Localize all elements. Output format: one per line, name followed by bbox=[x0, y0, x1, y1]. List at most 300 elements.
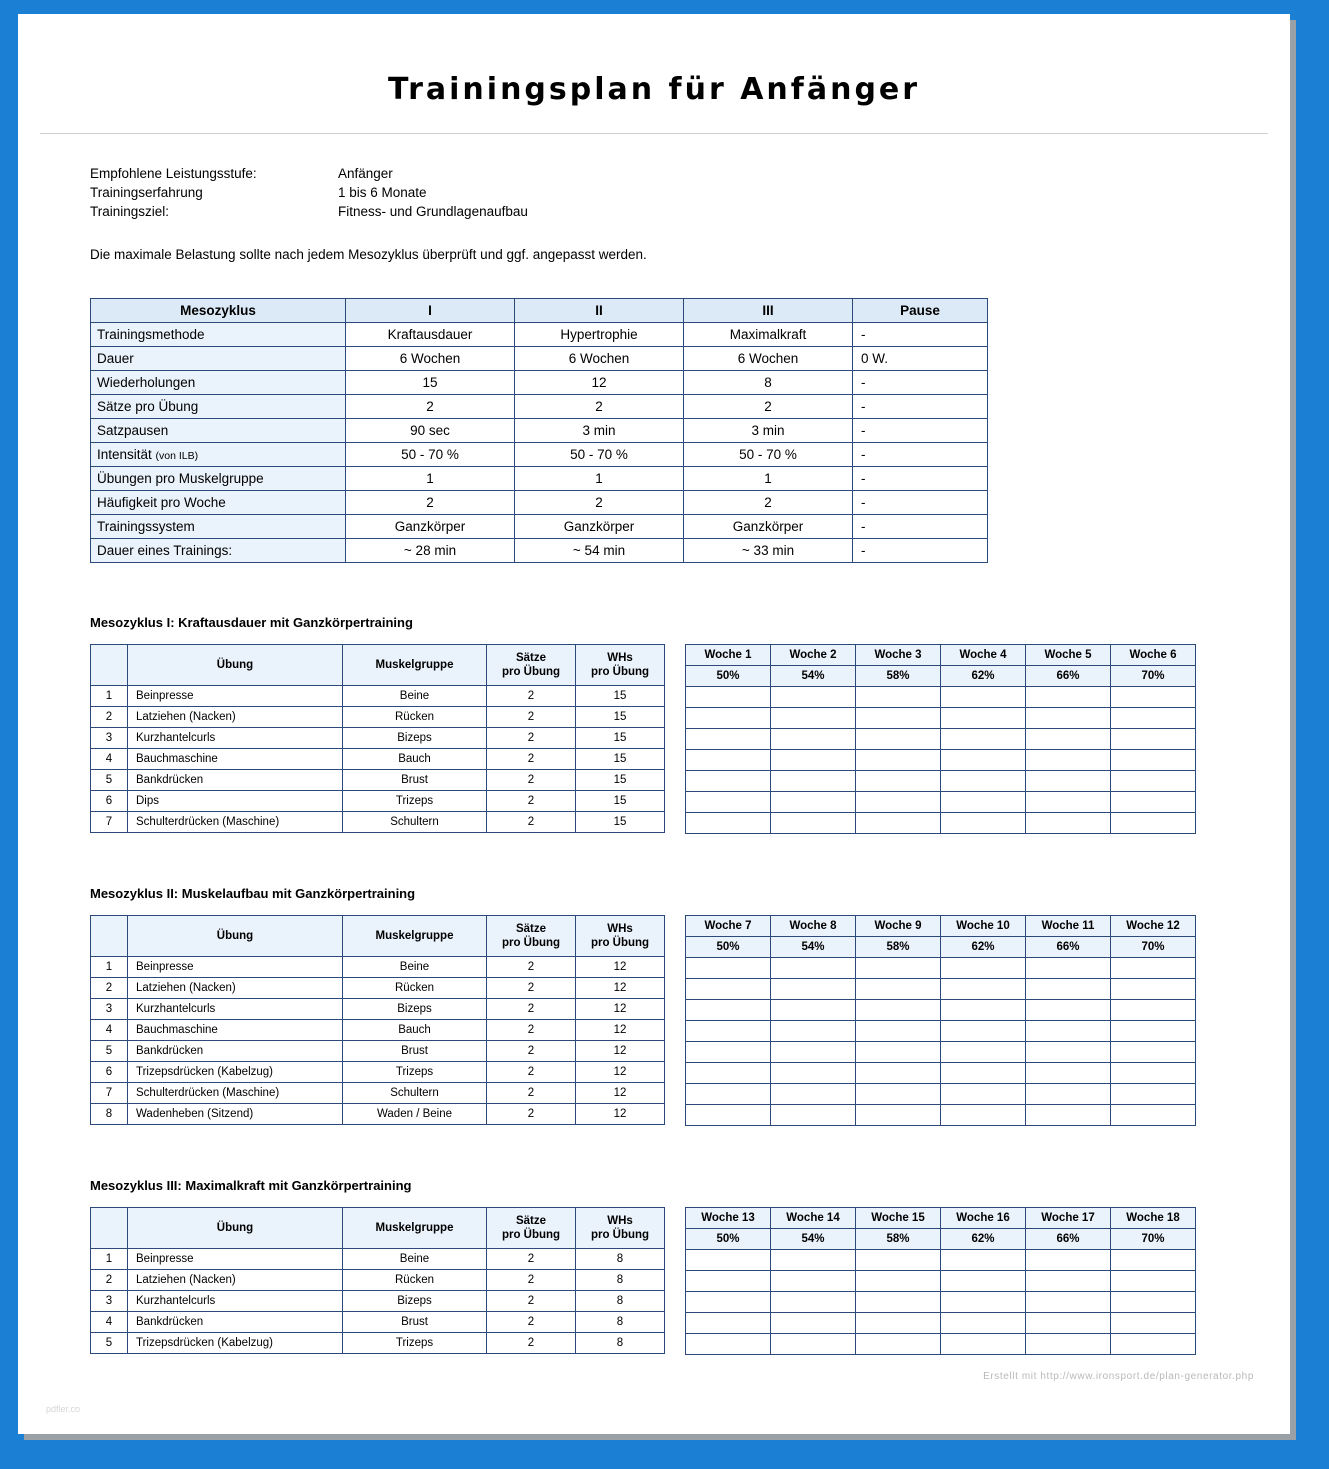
cell-number: 2 bbox=[91, 978, 128, 999]
cell-week-entry[interactable] bbox=[771, 1000, 856, 1021]
cell-week-entry[interactable] bbox=[941, 1000, 1026, 1021]
cell-week-entry[interactable] bbox=[1111, 1084, 1196, 1105]
cell-week-entry[interactable] bbox=[1026, 1063, 1111, 1084]
cell-intensity-percent: 66% bbox=[1026, 1229, 1111, 1250]
cell-week-entry[interactable] bbox=[856, 729, 941, 750]
cell-week-entry[interactable] bbox=[771, 792, 856, 813]
col-header-week: Woche 6 bbox=[1111, 645, 1196, 666]
cell-week-entry[interactable] bbox=[1111, 1021, 1196, 1042]
cell-week-entry[interactable] bbox=[1111, 1000, 1196, 1021]
row-label: Dauer bbox=[91, 347, 346, 371]
cell-intensity-percent: 58% bbox=[856, 666, 941, 687]
cell-week-entry[interactable] bbox=[686, 750, 771, 771]
col-header-sets: Sätze pro Übung bbox=[487, 645, 576, 686]
cell-number: 2 bbox=[91, 1270, 128, 1291]
cell-week-entry[interactable] bbox=[941, 1084, 1026, 1105]
col-header-week: Woche 5 bbox=[1026, 645, 1111, 666]
cell-week-entry[interactable] bbox=[1111, 687, 1196, 708]
cell-week-entry[interactable] bbox=[856, 1042, 941, 1063]
weeks-entry-row bbox=[686, 1063, 1196, 1084]
cell-pause: 0 W. bbox=[853, 347, 988, 371]
table-row bbox=[91, 791, 665, 812]
cell-reps: 15 bbox=[576, 812, 665, 833]
col-header-reps: WHs pro Übung bbox=[576, 645, 665, 686]
cell-week-entry[interactable] bbox=[1026, 750, 1111, 771]
cell-sets: 2 bbox=[487, 749, 576, 770]
cell-reps: 15 bbox=[576, 749, 665, 770]
col-header-muscle: Muskelgruppe bbox=[343, 916, 487, 957]
weeks-entry-row bbox=[686, 1250, 1196, 1271]
cell-intensity-percent: 62% bbox=[941, 1229, 1026, 1250]
cell-reps: 15 bbox=[576, 728, 665, 749]
table-row bbox=[91, 395, 988, 419]
cell-muscle-group: Bizeps bbox=[343, 728, 487, 749]
mesocycle-block bbox=[90, 1207, 1290, 1355]
cell-week-entry[interactable] bbox=[771, 813, 856, 834]
cell-week-entry[interactable] bbox=[941, 1292, 1026, 1313]
cell-week-entry[interactable] bbox=[941, 979, 1026, 1000]
cell-week-entry[interactable] bbox=[771, 750, 856, 771]
cell-intensity-percent: 54% bbox=[771, 666, 856, 687]
cell-week-entry[interactable] bbox=[686, 1021, 771, 1042]
cell-sets: 2 bbox=[487, 770, 576, 791]
cell-value: 2 bbox=[684, 491, 853, 515]
cell-intensity-percent: 54% bbox=[771, 1229, 856, 1250]
weeks-entry-row bbox=[686, 1021, 1196, 1042]
cell-week-entry[interactable] bbox=[686, 1042, 771, 1063]
table-row bbox=[91, 749, 665, 770]
cell-week-entry[interactable] bbox=[1111, 1250, 1196, 1271]
watermark: pdfler.co bbox=[46, 1404, 81, 1414]
cell-sets: 2 bbox=[487, 1020, 576, 1041]
cell-week-entry[interactable] bbox=[1026, 1313, 1111, 1334]
cell-week-entry[interactable] bbox=[771, 1250, 856, 1271]
cell-exercise-name: Wadenheben (Sitzend) bbox=[128, 1104, 343, 1125]
cell-week-entry[interactable] bbox=[1026, 1292, 1111, 1313]
cell-reps: 8 bbox=[576, 1291, 665, 1312]
cell-muscle-group: Rücken bbox=[343, 978, 487, 999]
meta-row bbox=[90, 204, 1290, 219]
row-label: Übungen pro Muskelgruppe bbox=[91, 467, 346, 491]
col-header-week: Woche 13 bbox=[686, 1208, 771, 1229]
mesocycle-block bbox=[90, 915, 1290, 1126]
cell-week-entry[interactable] bbox=[856, 1292, 941, 1313]
cell-muscle-group: Waden / Beine bbox=[343, 1104, 487, 1125]
cell-muscle-group: Brust bbox=[343, 770, 487, 791]
cell-muscle-group: Rücken bbox=[343, 707, 487, 728]
weeks-header-row bbox=[686, 645, 1196, 666]
cell-week-entry[interactable] bbox=[771, 1021, 856, 1042]
cell-week-entry[interactable] bbox=[686, 1250, 771, 1271]
cell-week-entry[interactable] bbox=[1026, 708, 1111, 729]
table-row bbox=[91, 1312, 665, 1333]
cell-exercise-name: Latziehen (Nacken) bbox=[128, 978, 343, 999]
col-header-week: Woche 15 bbox=[856, 1208, 941, 1229]
table-row bbox=[91, 1291, 665, 1312]
cell-week-entry[interactable] bbox=[1111, 771, 1196, 792]
cell-week-entry[interactable] bbox=[1026, 687, 1111, 708]
title-divider bbox=[40, 133, 1268, 134]
weeks-entry-row bbox=[686, 1313, 1196, 1334]
cell-week-entry[interactable] bbox=[941, 1021, 1026, 1042]
cell-value: 2 bbox=[684, 395, 853, 419]
col-header-week: Woche 16 bbox=[941, 1208, 1026, 1229]
cell-week-entry[interactable] bbox=[856, 1021, 941, 1042]
cell-week-entry[interactable] bbox=[771, 771, 856, 792]
cell-week-entry[interactable] bbox=[1026, 1334, 1111, 1355]
cell-pause: - bbox=[853, 467, 988, 491]
cell-reps: 12 bbox=[576, 978, 665, 999]
cell-exercise-name: Dips bbox=[128, 791, 343, 812]
table-row bbox=[91, 323, 988, 347]
cell-value: 50 - 70 % bbox=[515, 443, 684, 467]
cell-week-entry[interactable] bbox=[686, 1334, 771, 1355]
cell-number: 6 bbox=[91, 791, 128, 812]
table-row bbox=[91, 1104, 665, 1125]
cell-week-entry[interactable] bbox=[686, 1292, 771, 1313]
cell-week-entry[interactable] bbox=[1026, 1250, 1111, 1271]
cell-intensity-percent: 50% bbox=[686, 1229, 771, 1250]
row-label: Dauer eines Trainings: bbox=[91, 539, 346, 563]
table-row bbox=[91, 1041, 665, 1062]
cell-reps: 12 bbox=[576, 1083, 665, 1104]
cell-exercise-name: Bauchmaschine bbox=[128, 1020, 343, 1041]
cell-week-entry[interactable] bbox=[1111, 708, 1196, 729]
cell-week-entry[interactable] bbox=[856, 792, 941, 813]
table-row bbox=[91, 957, 665, 978]
table-row bbox=[91, 1333, 665, 1354]
cell-value: 50 - 70 % bbox=[346, 443, 515, 467]
cell-week-entry[interactable] bbox=[1026, 979, 1111, 1000]
cell-exercise-name: Bankdrücken bbox=[128, 1041, 343, 1062]
cell-week-entry[interactable] bbox=[686, 1000, 771, 1021]
weeks-percent-row bbox=[686, 1229, 1196, 1250]
col-header-sets: Sätze pro Übung bbox=[487, 916, 576, 957]
cell-pause: - bbox=[853, 371, 988, 395]
cell-week-entry[interactable] bbox=[686, 771, 771, 792]
cell-week-entry[interactable] bbox=[941, 687, 1026, 708]
table-header-row bbox=[91, 299, 988, 323]
cell-intensity-percent: 62% bbox=[941, 937, 1026, 958]
cell-muscle-group: Bauch bbox=[343, 1020, 487, 1041]
cell-value: 1 bbox=[684, 467, 853, 491]
cell-week-entry[interactable] bbox=[1026, 1042, 1111, 1063]
cell-week-entry[interactable] bbox=[686, 1313, 771, 1334]
cell-sets: 2 bbox=[487, 791, 576, 812]
cell-week-entry[interactable] bbox=[771, 1334, 856, 1355]
col-header-i: I bbox=[346, 299, 515, 323]
col-header-week: Woche 12 bbox=[1111, 916, 1196, 937]
cell-number: 7 bbox=[91, 812, 128, 833]
table-row bbox=[91, 707, 665, 728]
cell-week-entry[interactable] bbox=[1111, 1292, 1196, 1313]
cell-exercise-name: Kurzhantelcurls bbox=[128, 999, 343, 1020]
cell-week-entry[interactable] bbox=[771, 1042, 856, 1063]
cell-week-entry[interactable] bbox=[1111, 792, 1196, 813]
cell-week-entry[interactable] bbox=[1026, 813, 1111, 834]
cell-week-entry[interactable] bbox=[1026, 1000, 1111, 1021]
cell-week-entry[interactable] bbox=[1111, 958, 1196, 979]
meta-value: Anfänger bbox=[338, 166, 393, 181]
col-header-week: Woche 1 bbox=[686, 645, 771, 666]
cell-week-entry[interactable] bbox=[686, 1084, 771, 1105]
cell-number: 5 bbox=[91, 1333, 128, 1354]
cell-week-entry[interactable] bbox=[941, 1063, 1026, 1084]
cell-sets: 2 bbox=[487, 707, 576, 728]
cell-week-entry[interactable] bbox=[856, 958, 941, 979]
cell-sets: 2 bbox=[487, 978, 576, 999]
cell-week-entry[interactable] bbox=[1111, 1334, 1196, 1355]
cell-week-entry[interactable] bbox=[771, 1063, 856, 1084]
cell-value: 2 bbox=[346, 491, 515, 515]
cell-week-entry[interactable] bbox=[1026, 792, 1111, 813]
cell-week-entry[interactable] bbox=[771, 708, 856, 729]
cell-number: 1 bbox=[91, 686, 128, 707]
col-header-week: Woche 8 bbox=[771, 916, 856, 937]
cell-week-entry[interactable] bbox=[941, 1313, 1026, 1334]
cell-muscle-group: Brust bbox=[343, 1041, 487, 1062]
cell-week-entry[interactable] bbox=[941, 750, 1026, 771]
cell-value: ~ 54 min bbox=[515, 539, 684, 563]
cell-value: ~ 33 min bbox=[684, 539, 853, 563]
row-label: Trainingssystem bbox=[91, 515, 346, 539]
cell-week-entry[interactable] bbox=[856, 1334, 941, 1355]
cell-week-entry[interactable] bbox=[686, 1271, 771, 1292]
cell-week-entry[interactable] bbox=[856, 687, 941, 708]
cell-reps: 12 bbox=[576, 1062, 665, 1083]
cell-week-entry[interactable] bbox=[686, 687, 771, 708]
cell-week-entry[interactable] bbox=[1111, 1313, 1196, 1334]
cell-reps: 8 bbox=[576, 1312, 665, 1333]
table-header-row bbox=[91, 916, 665, 957]
cell-week-entry[interactable] bbox=[941, 792, 1026, 813]
weeks-entry-row bbox=[686, 792, 1196, 813]
cell-week-entry[interactable] bbox=[1026, 1084, 1111, 1105]
cell-number: 1 bbox=[91, 957, 128, 978]
cell-week-entry[interactable] bbox=[771, 979, 856, 1000]
cell-week-entry[interactable] bbox=[941, 1250, 1026, 1271]
cell-exercise-name: Bankdrücken bbox=[128, 770, 343, 791]
cell-exercise-name: Latziehen (Nacken) bbox=[128, 1270, 343, 1291]
cell-value: Hypertrophie bbox=[515, 323, 684, 347]
cell-week-entry[interactable] bbox=[686, 958, 771, 979]
cell-week-entry[interactable] bbox=[1111, 1063, 1196, 1084]
col-header-exercise: Übung bbox=[128, 645, 343, 686]
cell-exercise-name: Kurzhantelcurls bbox=[128, 728, 343, 749]
cell-muscle-group: Trizeps bbox=[343, 1333, 487, 1354]
cell-muscle-group: Bizeps bbox=[343, 999, 487, 1020]
cell-week-entry[interactable] bbox=[771, 729, 856, 750]
col-header-pause: Pause bbox=[853, 299, 988, 323]
cell-week-entry[interactable] bbox=[771, 1292, 856, 1313]
cell-week-entry[interactable] bbox=[1111, 1271, 1196, 1292]
cell-week-entry[interactable] bbox=[856, 1084, 941, 1105]
cell-week-entry[interactable] bbox=[856, 750, 941, 771]
table-row bbox=[91, 347, 988, 371]
cell-muscle-group: Bauch bbox=[343, 749, 487, 770]
cell-sets: 2 bbox=[487, 728, 576, 749]
weeks-table bbox=[685, 1207, 1196, 1355]
cell-week-entry[interactable] bbox=[686, 1063, 771, 1084]
weeks-entry-row bbox=[686, 1000, 1196, 1021]
table-row bbox=[91, 812, 665, 833]
col-header-reps: WHs pro Übung bbox=[576, 1208, 665, 1249]
cell-week-entry[interactable] bbox=[1111, 979, 1196, 1000]
weeks-entry-row bbox=[686, 1292, 1196, 1313]
col-header-week: Woche 7 bbox=[686, 916, 771, 937]
cell-week-entry[interactable] bbox=[856, 1105, 941, 1126]
cell-week-entry[interactable] bbox=[1026, 729, 1111, 750]
cell-week-entry[interactable] bbox=[941, 958, 1026, 979]
exercise-table bbox=[90, 915, 665, 1125]
cell-number: 2 bbox=[91, 707, 128, 728]
cell-week-entry[interactable] bbox=[1111, 813, 1196, 834]
cell-value: 6 Wochen bbox=[346, 347, 515, 371]
weeks-entry-row bbox=[686, 708, 1196, 729]
weeks-table bbox=[685, 644, 1196, 834]
col-header-iii: III bbox=[684, 299, 853, 323]
cell-week-entry[interactable] bbox=[1026, 958, 1111, 979]
cell-week-entry[interactable] bbox=[856, 708, 941, 729]
table-row bbox=[91, 467, 988, 491]
weeks-entry-row bbox=[686, 979, 1196, 1000]
cell-intensity-percent: 70% bbox=[1111, 937, 1196, 958]
cell-sets: 2 bbox=[487, 1270, 576, 1291]
cell-pause: - bbox=[853, 491, 988, 515]
cell-week-entry[interactable] bbox=[1026, 771, 1111, 792]
cell-week-entry[interactable] bbox=[856, 979, 941, 1000]
cell-week-entry[interactable] bbox=[856, 1271, 941, 1292]
cell-value: 1 bbox=[515, 467, 684, 491]
cell-week-entry[interactable] bbox=[941, 708, 1026, 729]
cell-week-entry[interactable] bbox=[1111, 1042, 1196, 1063]
cell-value: 3 min bbox=[684, 419, 853, 443]
cell-sets: 2 bbox=[487, 1291, 576, 1312]
cell-week-entry[interactable] bbox=[771, 1084, 856, 1105]
cell-week-entry[interactable] bbox=[771, 687, 856, 708]
cell-week-entry[interactable] bbox=[1026, 1105, 1111, 1126]
cell-week-entry[interactable] bbox=[686, 792, 771, 813]
cell-week-entry[interactable] bbox=[686, 979, 771, 1000]
cell-week-entry[interactable] bbox=[686, 1105, 771, 1126]
cell-week-entry[interactable] bbox=[941, 771, 1026, 792]
cell-week-entry[interactable] bbox=[771, 1271, 856, 1292]
cell-week-entry[interactable] bbox=[771, 1105, 856, 1126]
col-header-reps: WHs pro Übung bbox=[576, 916, 665, 957]
cell-muscle-group: Brust bbox=[343, 1312, 487, 1333]
cell-number: 5 bbox=[91, 770, 128, 791]
table-row bbox=[91, 999, 665, 1020]
cell-value: 15 bbox=[346, 371, 515, 395]
col-header-mesocycle: Mesozyklus bbox=[91, 299, 346, 323]
cell-sets: 2 bbox=[487, 1041, 576, 1062]
cell-value: Ganzkörper bbox=[684, 515, 853, 539]
cell-week-entry[interactable] bbox=[1111, 750, 1196, 771]
table-row bbox=[91, 539, 988, 563]
table-row bbox=[91, 419, 988, 443]
weeks-entry-row bbox=[686, 1042, 1196, 1063]
cell-week-entry[interactable] bbox=[856, 771, 941, 792]
cell-week-entry[interactable] bbox=[941, 813, 1026, 834]
cell-week-entry[interactable] bbox=[941, 1334, 1026, 1355]
cell-week-entry[interactable] bbox=[771, 958, 856, 979]
cell-week-entry[interactable] bbox=[686, 708, 771, 729]
cell-reps: 12 bbox=[576, 1020, 665, 1041]
table-row bbox=[91, 1020, 665, 1041]
table-header-row bbox=[91, 1208, 665, 1249]
cell-sets: 2 bbox=[487, 1083, 576, 1104]
cell-exercise-name: Schulterdrücken (Maschine) bbox=[128, 1083, 343, 1104]
cell-exercise-name: Schulterdrücken (Maschine) bbox=[128, 812, 343, 833]
row-label: Sätze pro Übung bbox=[91, 395, 346, 419]
cell-week-entry[interactable] bbox=[1026, 1271, 1111, 1292]
cell-number: 1 bbox=[91, 1249, 128, 1270]
col-header-exercise: Übung bbox=[128, 1208, 343, 1249]
col-header-sets: Sätze pro Übung bbox=[487, 1208, 576, 1249]
table-row bbox=[91, 1062, 665, 1083]
col-header-week: Woche 2 bbox=[771, 645, 856, 666]
cell-week-entry[interactable] bbox=[1111, 1105, 1196, 1126]
cell-reps: 12 bbox=[576, 1104, 665, 1125]
cell-exercise-name: Beinpresse bbox=[128, 1249, 343, 1270]
cell-value: 8 bbox=[684, 371, 853, 395]
weeks-entry-row bbox=[686, 958, 1196, 979]
cell-week-entry[interactable] bbox=[771, 1313, 856, 1334]
weeks-table bbox=[685, 915, 1196, 1126]
cell-week-entry[interactable] bbox=[856, 1250, 941, 1271]
meta-label: Trainingserfahrung bbox=[90, 185, 203, 200]
cell-number: 4 bbox=[91, 1020, 128, 1041]
cell-number: 5 bbox=[91, 1041, 128, 1062]
cell-week-entry[interactable] bbox=[941, 1042, 1026, 1063]
meta-label: Trainingsziel: bbox=[90, 204, 170, 219]
cell-week-entry[interactable] bbox=[856, 1000, 941, 1021]
cell-number: 8 bbox=[91, 1104, 128, 1125]
cell-week-entry[interactable] bbox=[686, 813, 771, 834]
cell-reps: 8 bbox=[576, 1249, 665, 1270]
cell-number: 4 bbox=[91, 1312, 128, 1333]
cell-pause: - bbox=[853, 443, 988, 467]
cell-value: 50 - 70 % bbox=[684, 443, 853, 467]
cell-sets: 2 bbox=[487, 1312, 576, 1333]
cell-sets: 2 bbox=[487, 957, 576, 978]
cell-value: ~ 28 min bbox=[346, 539, 515, 563]
cell-week-entry[interactable] bbox=[856, 1063, 941, 1084]
cell-week-entry[interactable] bbox=[941, 729, 1026, 750]
cell-week-entry[interactable] bbox=[1111, 729, 1196, 750]
cell-value: 3 min bbox=[515, 419, 684, 443]
mesocycle-title: Mesozyklus II: Muskelaufbau mit Ganzkörpertraining bbox=[90, 886, 416, 901]
cell-week-entry[interactable] bbox=[686, 729, 771, 750]
cell-week-entry[interactable] bbox=[941, 1271, 1026, 1292]
row-label: Satzpausen bbox=[91, 419, 346, 443]
cell-week-entry[interactable] bbox=[856, 813, 941, 834]
cell-week-entry[interactable] bbox=[941, 1105, 1026, 1126]
cell-reps: 8 bbox=[576, 1333, 665, 1354]
cell-intensity-percent: 58% bbox=[856, 1229, 941, 1250]
cell-value: Maximalkraft bbox=[684, 323, 853, 347]
col-header-exercise: Übung bbox=[128, 916, 343, 957]
cell-week-entry[interactable] bbox=[1026, 1021, 1111, 1042]
cell-week-entry[interactable] bbox=[856, 1313, 941, 1334]
table-row bbox=[91, 443, 988, 467]
col-header-week: Woche 11 bbox=[1026, 916, 1111, 937]
cell-value: 12 bbox=[515, 371, 684, 395]
mesocycle-block bbox=[90, 644, 1290, 834]
cell-intensity-percent: 66% bbox=[1026, 937, 1111, 958]
cell-muscle-group: Schultern bbox=[343, 1083, 487, 1104]
cell-reps: 15 bbox=[576, 770, 665, 791]
